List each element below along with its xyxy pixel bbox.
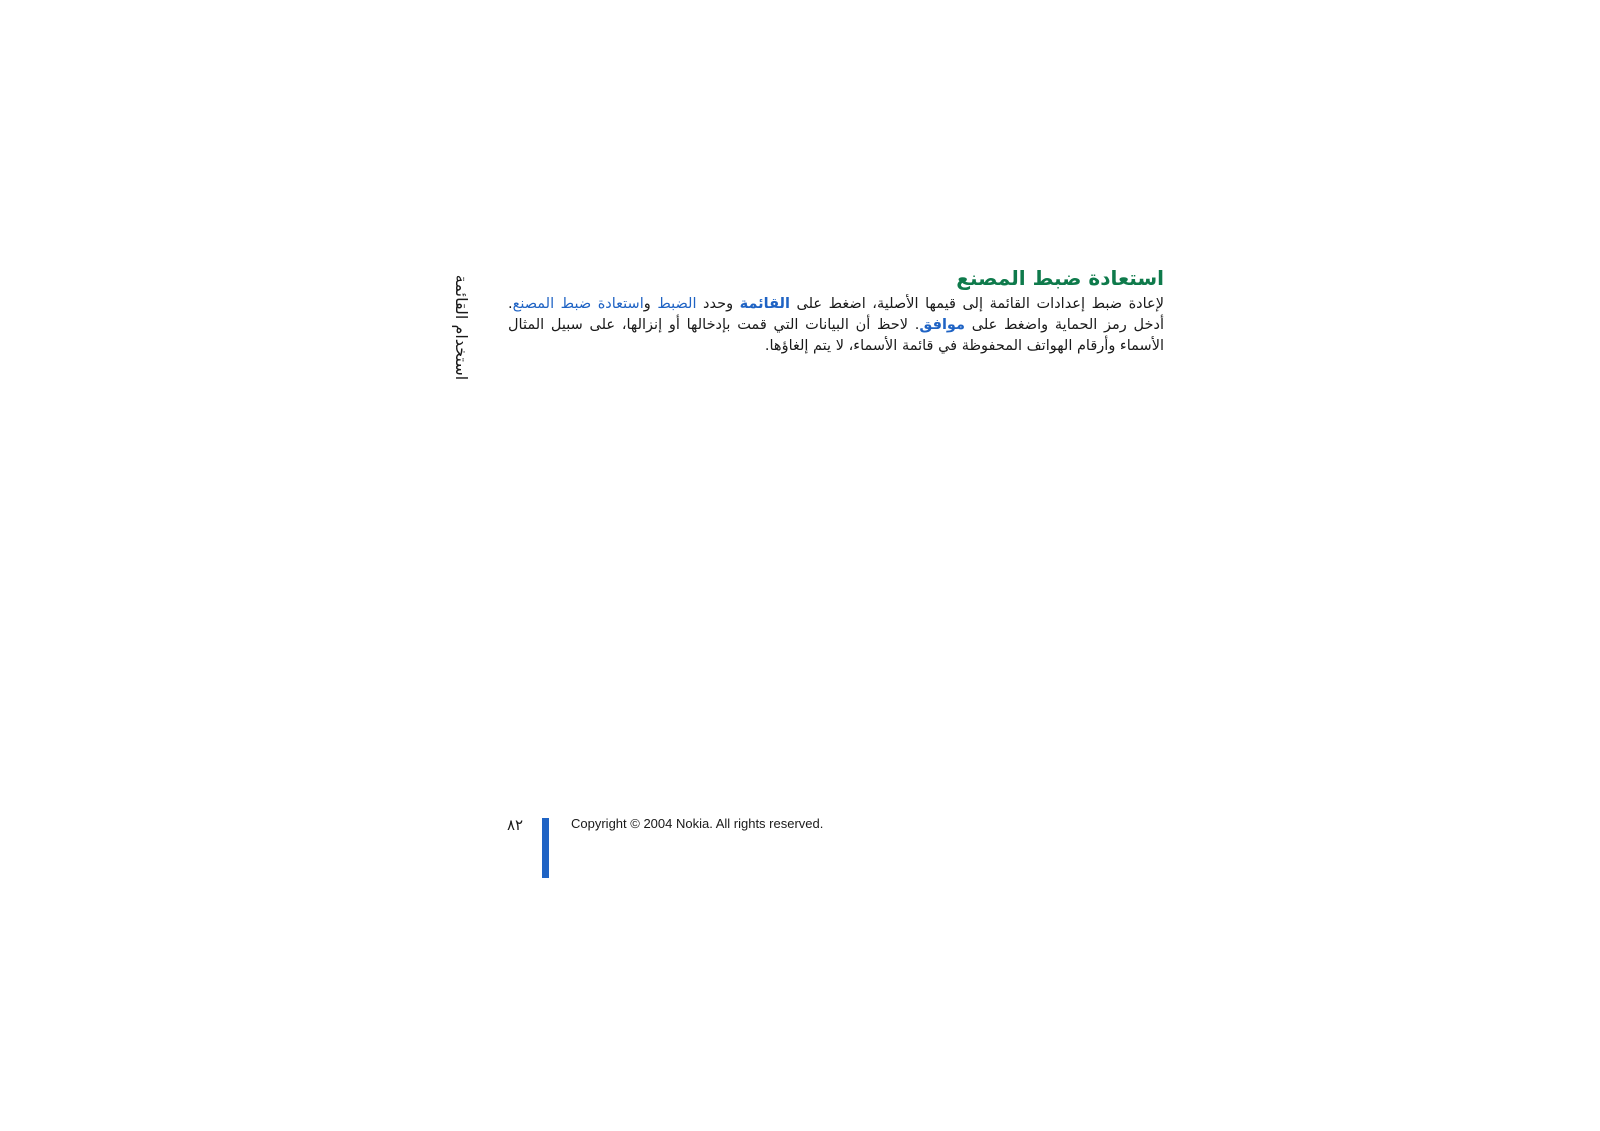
paragraph-text-5: . لاحظ أن البيانات التي قمت بإدخالها أو إنزالها، على سبيل المثال الأسماء وأرقام الهواتف المحفوظة في قائمة الأسماء، لا يتم إلغاؤها. [508, 317, 1164, 354]
menu-option-restore-factory: استعادة ضبط المصنع [512, 296, 644, 312]
menu-option-ok: موافق [919, 317, 965, 333]
menu-option-settings: الضبط [657, 296, 697, 312]
section-paragraph [508, 294, 1164, 357]
paragraph-text-2: وحدد [696, 296, 740, 312]
page-number: ٨٢ [507, 816, 524, 834]
side-section-label-text: استخدام القائمة [452, 274, 472, 381]
main-content [508, 262, 1164, 357]
section-title: استعادة ضبط المصنع [956, 266, 1164, 290]
footer-accent-bar [542, 818, 549, 878]
menu-option-menu: القائمة [739, 296, 790, 312]
side-section-label [451, 270, 473, 385]
paragraph-text-4: . أدخل رمز الحماية واضغط على [508, 296, 1164, 333]
page-footer [500, 810, 880, 880]
paragraph-text-3: و [643, 296, 658, 312]
paragraph-text-1: لإعادة ضبط إعدادات القائمة إلى قيمها الأصلية، اضغط على [789, 296, 1164, 312]
copyright-notice: Copyright © 2004 Nokia. All rights reserved. [571, 816, 824, 831]
